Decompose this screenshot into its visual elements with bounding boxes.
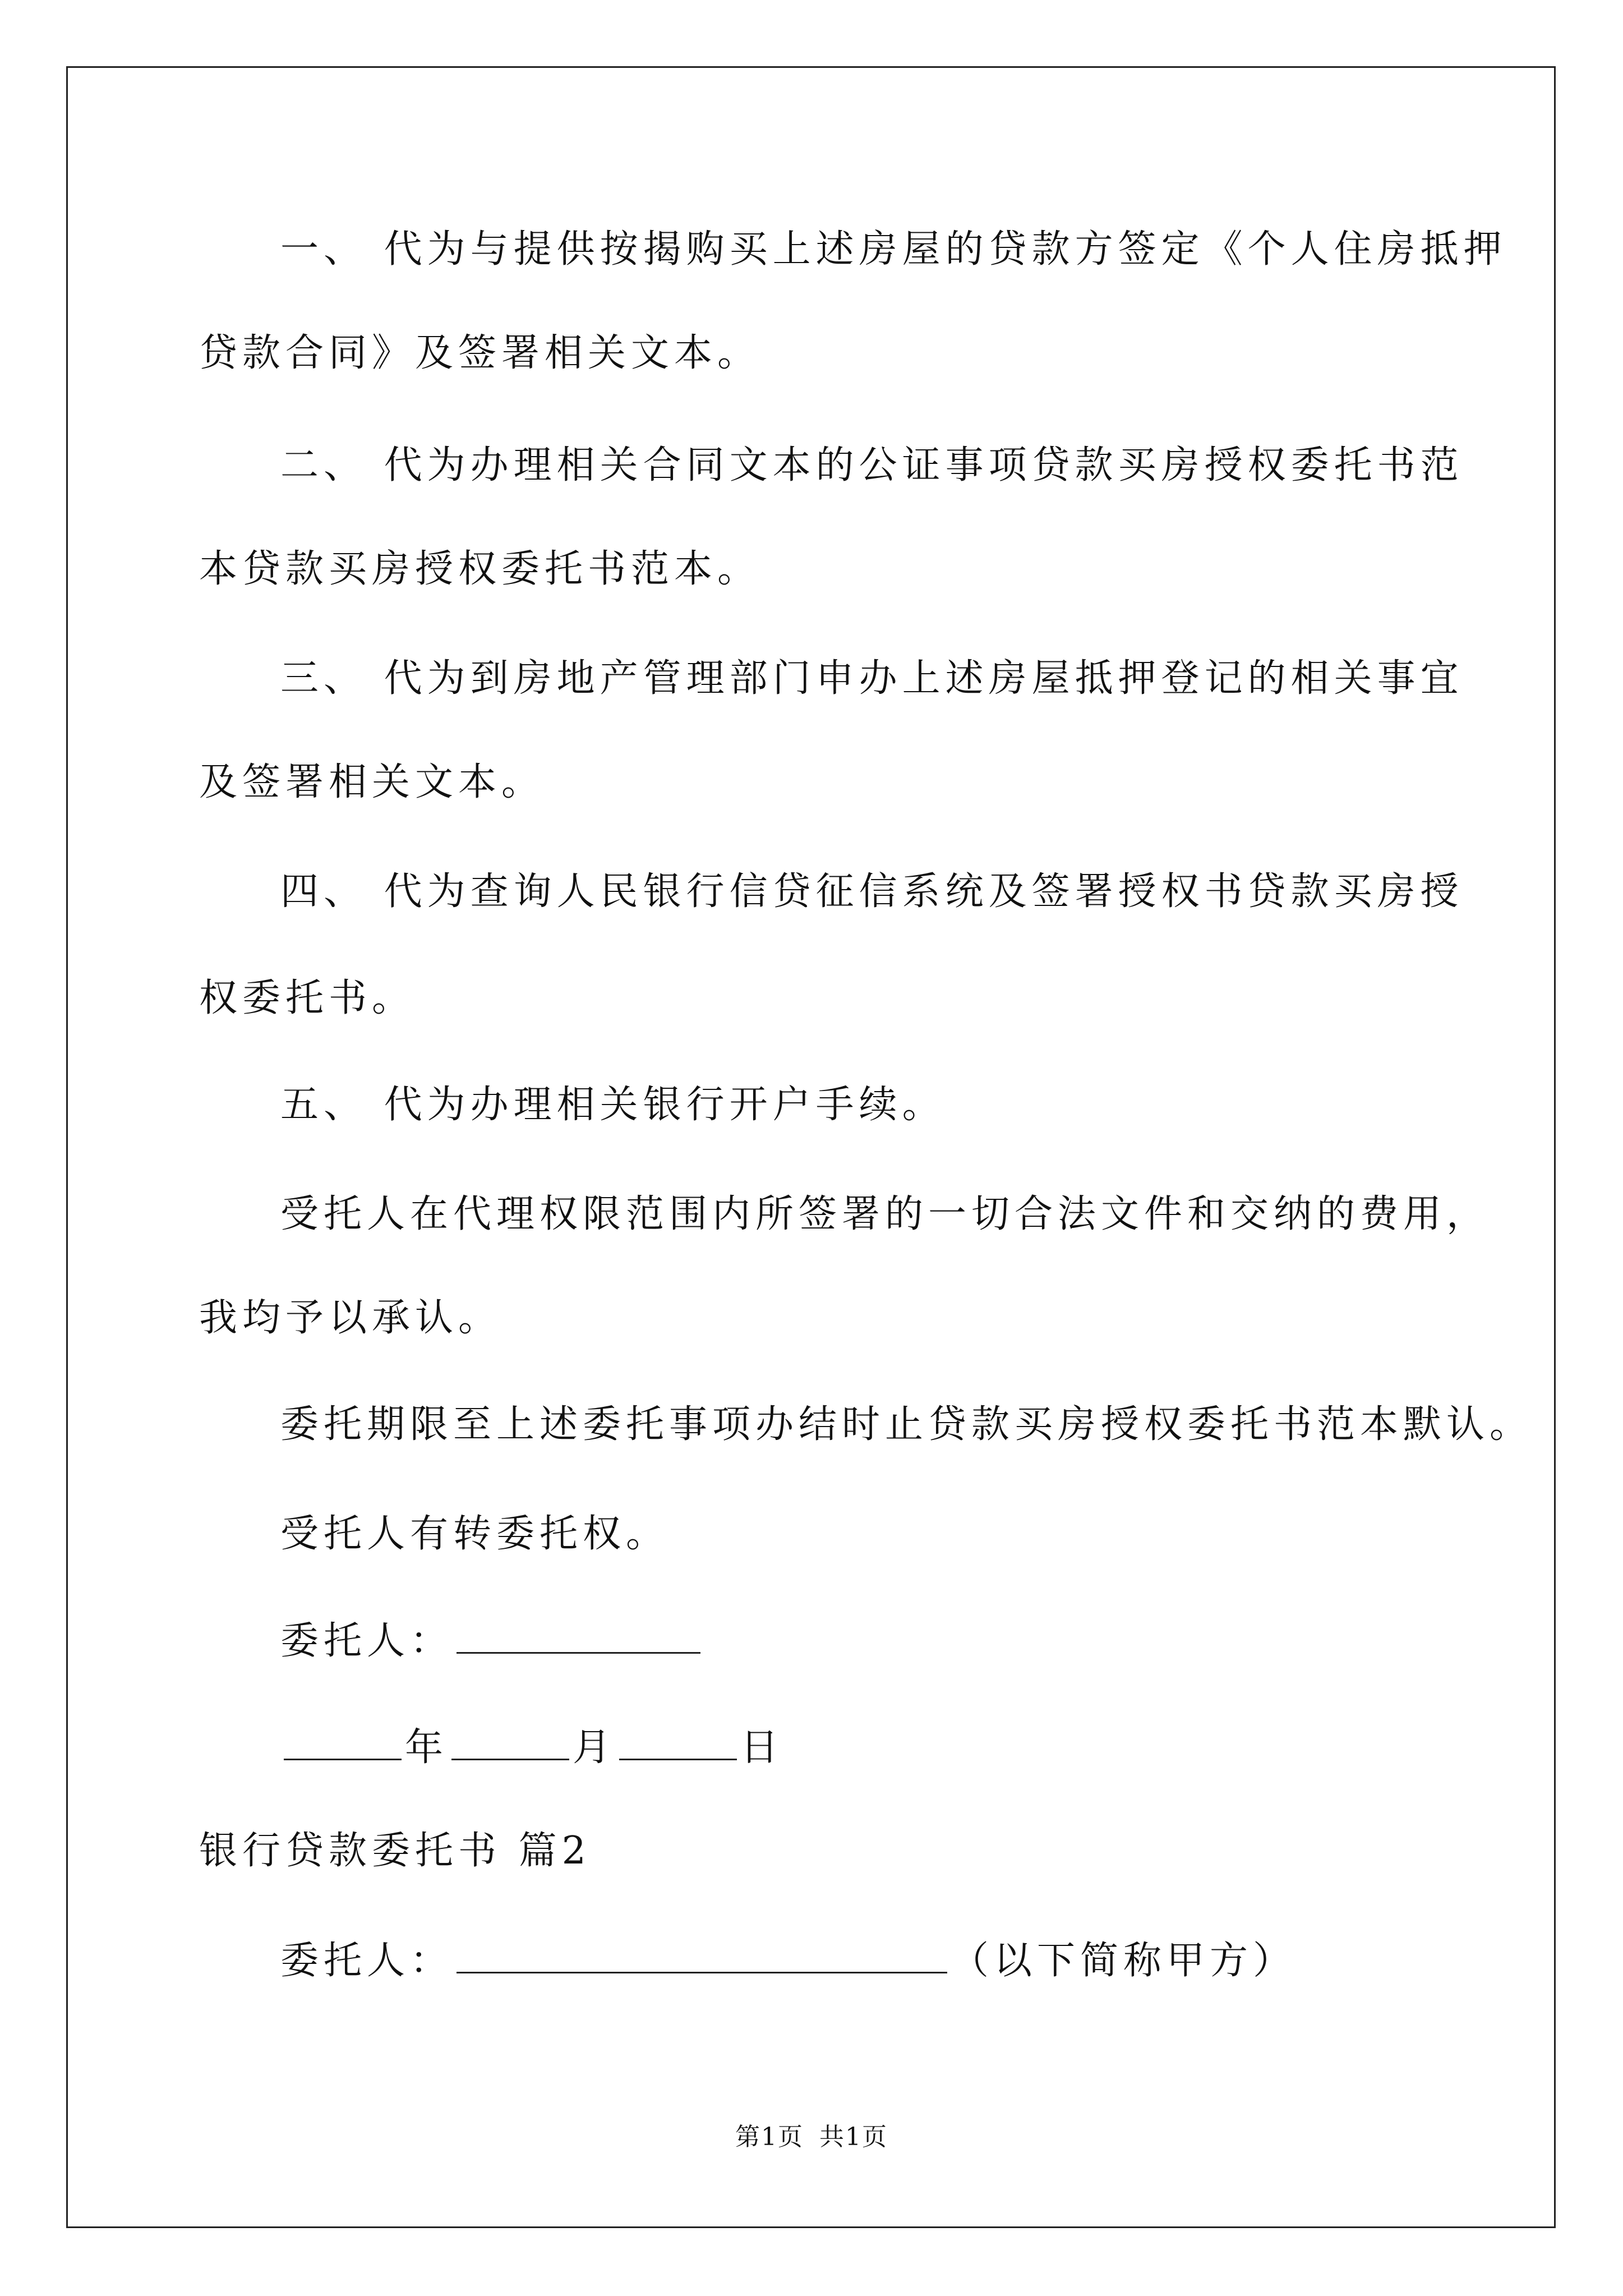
signer-line [280, 1618, 704, 1664]
signer-blank[interactable] [457, 1618, 700, 1654]
signer2-line [280, 1938, 1296, 1984]
signer2-blank[interactable] [457, 1938, 947, 1973]
paragraph-2-line-1: 二、 代为办理相关合同文本的公证事项贷款买房授权委托书范 [280, 443, 1464, 487]
year-blank[interactable] [284, 1725, 402, 1760]
paragraph-6-line-1: 受托人在代理权限范围内所签署的一切合法文件和交纳的费用， [280, 1192, 1490, 1236]
signer-label: 委托人： [280, 1619, 454, 1663]
section-heading: 银行贷款委托书 篇2 [199, 1829, 591, 1873]
signer2-suffix: （以下简称甲方） [951, 1939, 1297, 1983]
paragraph-7-line-1: 委托期限至上述委托事项办结时止贷款买房授权委托书范本默认。 [280, 1402, 1533, 1447]
month-label: 月 [573, 1726, 616, 1770]
page-border [66, 66, 1556, 2228]
paragraph-4-line-1: 四、 代为查询人民银行信贷征信系统及签署授权书贷款买房授 [280, 869, 1464, 914]
page-total: 共1页 [819, 2123, 888, 2151]
page-number: 第1页 [735, 2123, 804, 2151]
paragraph-6-line-2: 我均予以承认。 [199, 1296, 502, 1340]
paragraph-8-line-1: 受托人有转委托权。 [280, 1512, 670, 1556]
date-line [280, 1725, 783, 1770]
month-blank[interactable] [451, 1725, 569, 1760]
day-blank[interactable] [619, 1725, 737, 1760]
paragraph-1-line-2: 贷款合同》及签署相关文本。 [199, 331, 761, 375]
year-label: 年 [405, 1726, 449, 1770]
paragraph-3-line-2: 及签署相关文本。 [199, 760, 545, 804]
signer2-label: 委托人： [280, 1939, 454, 1983]
page-footer [0, 2122, 1623, 2153]
paragraph-2-line-2: 本贷款买房授权委托书范本。 [199, 547, 761, 591]
paragraph-4-line-2: 权委托书。 [199, 976, 416, 1020]
day-label: 日 [740, 1726, 784, 1770]
paragraph-1-line-1: 一、 代为与提供按揭购买上述房屋的贷款方签定《个人住房抵押 [280, 227, 1507, 272]
paragraph-5-line-1: 五、 代为办理相关银行开户手续。 [280, 1083, 946, 1127]
paragraph-3-line-1: 三、 代为到房地产管理部门申办上述房屋抵押登记的相关事宜 [280, 656, 1464, 701]
